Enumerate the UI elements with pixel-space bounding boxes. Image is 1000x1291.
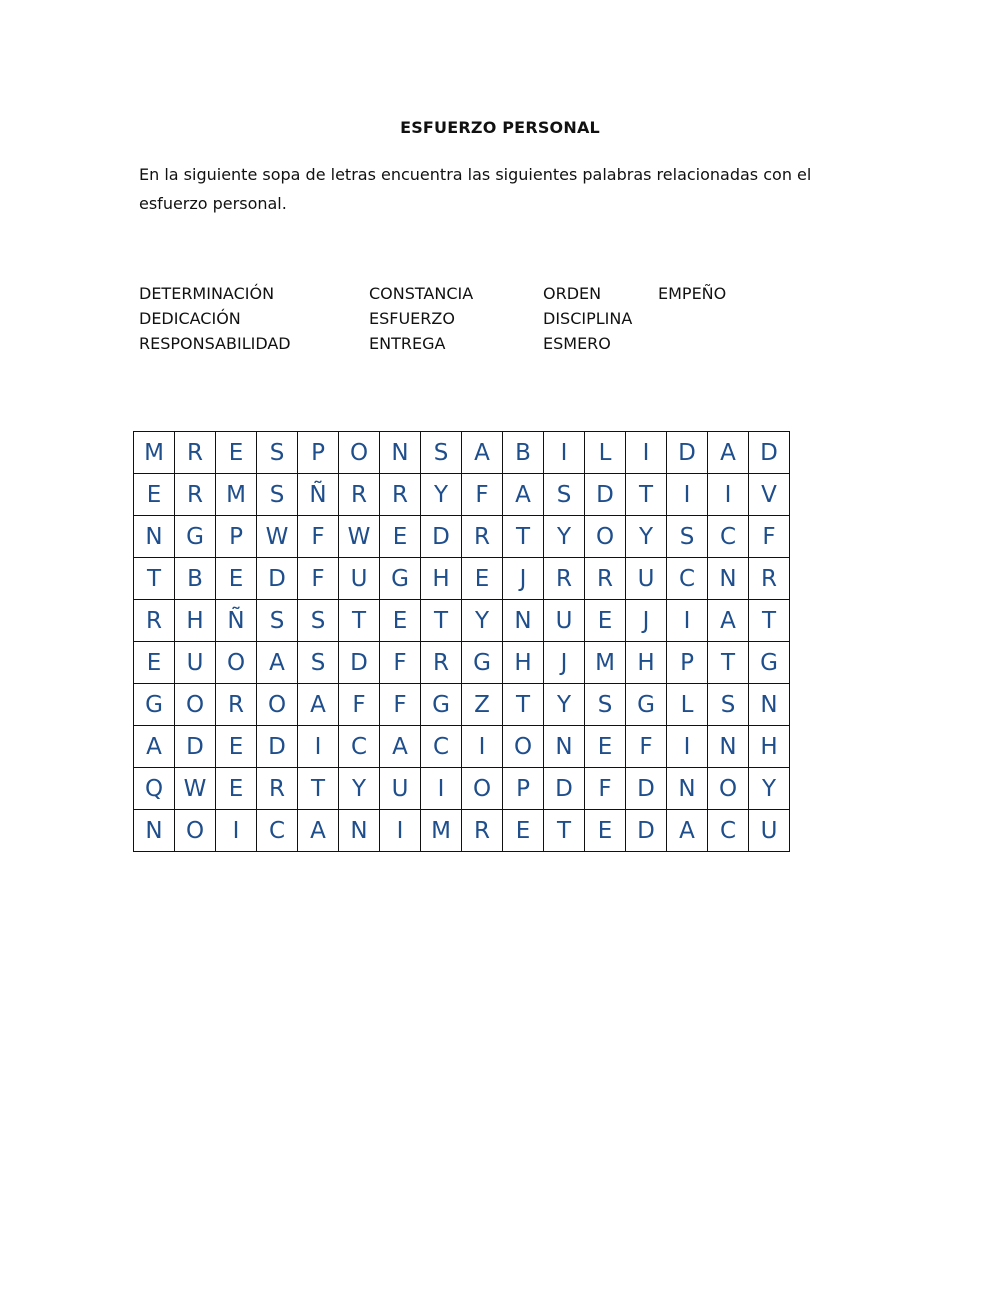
grid-cell[interactable]: D [667, 432, 708, 474]
grid-cell[interactable]: F [380, 684, 421, 726]
word-item: RESPONSABILIDAD [139, 334, 291, 353]
grid-cell[interactable]: O [257, 684, 298, 726]
grid-cell[interactable]: O [503, 726, 544, 768]
grid-cell[interactable]: E [380, 516, 421, 558]
grid-cell[interactable]: H [749, 726, 790, 768]
grid-cell[interactable]: T [503, 516, 544, 558]
grid-cell[interactable]: N [380, 432, 421, 474]
grid-cell[interactable]: L [585, 432, 626, 474]
word-item: ORDEN [543, 284, 602, 303]
grid-cell[interactable]: P [298, 432, 339, 474]
grid-cell[interactable]: D [175, 726, 216, 768]
grid-cell[interactable]: D [544, 768, 585, 810]
grid-cell[interactable]: E [216, 558, 257, 600]
grid-cell[interactable]: J [503, 558, 544, 600]
grid-cell[interactable]: H [175, 600, 216, 642]
grid-cell[interactable]: E [503, 810, 544, 852]
grid-cell[interactable]: G [626, 684, 667, 726]
grid-cell[interactable]: G [134, 684, 175, 726]
grid-cell[interactable]: F [339, 684, 380, 726]
grid-cell[interactable]: C [257, 810, 298, 852]
grid-cell[interactable]: S [298, 600, 339, 642]
grid-cell[interactable]: R [134, 600, 175, 642]
grid-cell[interactable]: U [544, 600, 585, 642]
word-search-grid [133, 431, 790, 852]
grid-cell[interactable]: S [257, 474, 298, 516]
grid-cell[interactable]: F [585, 768, 626, 810]
grid-cell[interactable]: D [626, 810, 667, 852]
grid-cell[interactable]: Y [421, 474, 462, 516]
grid-cell[interactable]: G [749, 642, 790, 684]
grid-cell[interactable]: Ñ [298, 474, 339, 516]
grid-cell[interactable]: E [216, 768, 257, 810]
grid-cell[interactable]: O [216, 642, 257, 684]
grid-cell[interactable]: E [134, 642, 175, 684]
grid-cell[interactable]: Z [462, 684, 503, 726]
grid-cell[interactable]: H [626, 642, 667, 684]
grid-cell[interactable]: A [298, 684, 339, 726]
grid-cell[interactable]: N [134, 810, 175, 852]
grid-cell[interactable]: R [175, 474, 216, 516]
grid-cell[interactable]: N [339, 810, 380, 852]
grid-cell[interactable]: V [749, 474, 790, 516]
grid-cell[interactable]: C [667, 558, 708, 600]
grid-cell[interactable]: S [421, 432, 462, 474]
grid-cell[interactable]: N [503, 600, 544, 642]
grid-cell[interactable]: T [749, 600, 790, 642]
word-item: ESMERO [543, 334, 611, 353]
grid-cell[interactable]: T [421, 600, 462, 642]
grid-cell[interactable]: N [749, 684, 790, 726]
grid-cell[interactable]: M [585, 642, 626, 684]
grid-cell[interactable]: Y [462, 600, 503, 642]
grid-cell[interactable]: A [462, 432, 503, 474]
grid-cell[interactable]: Y [544, 516, 585, 558]
grid-cell[interactable]: S [585, 684, 626, 726]
grid-cell[interactable]: E [585, 726, 626, 768]
grid-cell[interactable]: A [380, 726, 421, 768]
grid-cell[interactable]: A [708, 432, 749, 474]
grid-cell[interactable]: I [626, 432, 667, 474]
grid-cell[interactable]: F [298, 516, 339, 558]
grid-cell[interactable]: E [462, 558, 503, 600]
word-item: CONSTANCIA [369, 284, 474, 303]
grid-cell[interactable]: R [175, 432, 216, 474]
word-item: ESFUERZO [369, 309, 455, 328]
grid-cell[interactable]: H [421, 558, 462, 600]
grid-cell[interactable]: N [667, 768, 708, 810]
grid-cell[interactable]: I [708, 474, 749, 516]
grid-cell[interactable]: T [339, 600, 380, 642]
grid-cell[interactable]: E [380, 600, 421, 642]
grid-cell[interactable]: D [421, 516, 462, 558]
grid-cell[interactable]: E [585, 810, 626, 852]
grid-cell[interactable]: S [257, 432, 298, 474]
word-list [139, 281, 839, 361]
grid-cell[interactable]: C [339, 726, 380, 768]
grid-cell[interactable]: N [708, 726, 749, 768]
grid-cell[interactable]: U [626, 558, 667, 600]
grid-cell[interactable]: R [257, 768, 298, 810]
grid-cell[interactable]: C [708, 810, 749, 852]
grid-cell[interactable]: F [298, 558, 339, 600]
grid-body [134, 432, 790, 852]
grid-cell[interactable]: S [544, 474, 585, 516]
grid-cell[interactable]: I [667, 600, 708, 642]
grid-cell[interactable]: B [175, 558, 216, 600]
grid-cell[interactable]: E [216, 432, 257, 474]
grid-cell[interactable]: B [503, 432, 544, 474]
grid-cell[interactable]: F [749, 516, 790, 558]
grid-row [134, 432, 790, 474]
grid-row [134, 726, 790, 768]
grid-cell[interactable]: C [708, 516, 749, 558]
grid-cell[interactable]: A [134, 726, 175, 768]
grid-cell[interactable]: A [503, 474, 544, 516]
grid-cell[interactable]: W [257, 516, 298, 558]
grid-row [134, 474, 790, 516]
grid-cell[interactable]: F [462, 474, 503, 516]
grid-cell[interactable]: Y [544, 684, 585, 726]
grid-cell[interactable]: W [339, 516, 380, 558]
grid-cell[interactable]: P [503, 768, 544, 810]
grid-cell[interactable]: E [216, 726, 257, 768]
grid-cell[interactable]: I [667, 474, 708, 516]
grid-cell[interactable]: S [298, 642, 339, 684]
grid-cell[interactable]: G [421, 684, 462, 726]
grid-cell[interactable]: T [298, 768, 339, 810]
grid-cell[interactable]: I [667, 726, 708, 768]
instructions-text: En la siguiente sopa de letras encuentra las siguientes palabras relacionadas con el esfuerzo personal. [139, 165, 812, 213]
grid-cell[interactable]: J [544, 642, 585, 684]
grid-cell[interactable]: A [667, 810, 708, 852]
grid-cell[interactable]: M [134, 432, 175, 474]
grid-cell[interactable]: A [298, 810, 339, 852]
grid-cell[interactable]: R [462, 516, 503, 558]
grid-row [134, 810, 790, 852]
grid-cell[interactable]: D [626, 768, 667, 810]
grid-cell[interactable]: G [175, 516, 216, 558]
grid-cell[interactable]: O [462, 768, 503, 810]
grid-cell[interactable]: A [257, 642, 298, 684]
grid-cell[interactable]: I [421, 768, 462, 810]
grid-cell[interactable]: R [421, 642, 462, 684]
grid-cell[interactable]: R [339, 474, 380, 516]
grid-cell[interactable]: N [544, 726, 585, 768]
grid-cell[interactable]: U [175, 642, 216, 684]
grid-cell[interactable]: R [585, 558, 626, 600]
grid-cell[interactable]: R [380, 474, 421, 516]
grid-cell[interactable]: I [216, 810, 257, 852]
grid-cell[interactable]: I [544, 432, 585, 474]
grid-cell[interactable]: I [462, 726, 503, 768]
grid-cell[interactable]: I [298, 726, 339, 768]
grid-cell[interactable]: T [134, 558, 175, 600]
grid-cell[interactable]: N [708, 558, 749, 600]
grid-cell[interactable]: P [667, 642, 708, 684]
word-item: DETERMINACIÓN [139, 284, 275, 303]
grid-cell[interactable]: M [421, 810, 462, 852]
grid-cell[interactable]: R [749, 558, 790, 600]
grid-cell[interactable]: U [339, 558, 380, 600]
grid-cell[interactable]: W [175, 768, 216, 810]
word-item: ENTREGA [369, 334, 446, 353]
grid-cell[interactable]: T [544, 810, 585, 852]
grid-cell[interactable]: F [380, 642, 421, 684]
grid-cell[interactable]: Y [339, 768, 380, 810]
word-item: DISCIPLINA [543, 309, 633, 328]
grid-cell[interactable]: G [380, 558, 421, 600]
grid-cell[interactable]: Y [626, 516, 667, 558]
grid-cell[interactable]: C [421, 726, 462, 768]
grid-cell[interactable]: L [667, 684, 708, 726]
grid-cell[interactable]: O [585, 516, 626, 558]
grid-cell[interactable]: G [462, 642, 503, 684]
grid-cell[interactable]: U [749, 810, 790, 852]
grid-cell[interactable]: O [708, 768, 749, 810]
grid-cell[interactable]: Y [749, 768, 790, 810]
grid-row [134, 558, 790, 600]
grid-cell[interactable]: J [626, 600, 667, 642]
grid-cell[interactable]: U [380, 768, 421, 810]
grid-cell[interactable]: Q [134, 768, 175, 810]
grid-row [134, 642, 790, 684]
grid-cell[interactable]: T [708, 642, 749, 684]
grid-row [134, 684, 790, 726]
grid-row [134, 516, 790, 558]
grid-cell[interactable]: T [626, 474, 667, 516]
grid-cell[interactable]: F [626, 726, 667, 768]
grid-cell[interactable]: E [585, 600, 626, 642]
grid-cell[interactable]: S [708, 684, 749, 726]
grid-cell[interactable]: Ñ [216, 600, 257, 642]
grid-cell[interactable]: T [503, 684, 544, 726]
grid-cell[interactable]: D [257, 558, 298, 600]
grid-cell[interactable]: H [503, 642, 544, 684]
grid-cell[interactable]: M [216, 474, 257, 516]
grid-cell[interactable]: O [175, 810, 216, 852]
word-item: DEDICACIÓN [139, 309, 241, 328]
grid-cell[interactable]: O [339, 432, 380, 474]
grid-cell[interactable]: P [216, 516, 257, 558]
grid-cell[interactable]: D [749, 432, 790, 474]
grid-cell[interactable]: E [134, 474, 175, 516]
page-title: ESFUERZO PERSONAL [400, 118, 600, 137]
grid-row [134, 600, 790, 642]
grid-cell[interactable]: D [339, 642, 380, 684]
grid-cell[interactable]: R [216, 684, 257, 726]
grid-cell[interactable]: S [257, 600, 298, 642]
grid-cell[interactable]: A [708, 600, 749, 642]
grid-cell[interactable]: O [175, 684, 216, 726]
grid-cell[interactable]: D [585, 474, 626, 516]
grid-cell[interactable]: S [667, 516, 708, 558]
grid-cell[interactable]: I [380, 810, 421, 852]
grid-cell[interactable]: D [257, 726, 298, 768]
grid-cell[interactable]: N [134, 516, 175, 558]
grid-cell[interactable]: R [544, 558, 585, 600]
grid-cell[interactable]: R [462, 810, 503, 852]
word-item: EMPEÑO [658, 284, 727, 303]
grid-row [134, 768, 790, 810]
